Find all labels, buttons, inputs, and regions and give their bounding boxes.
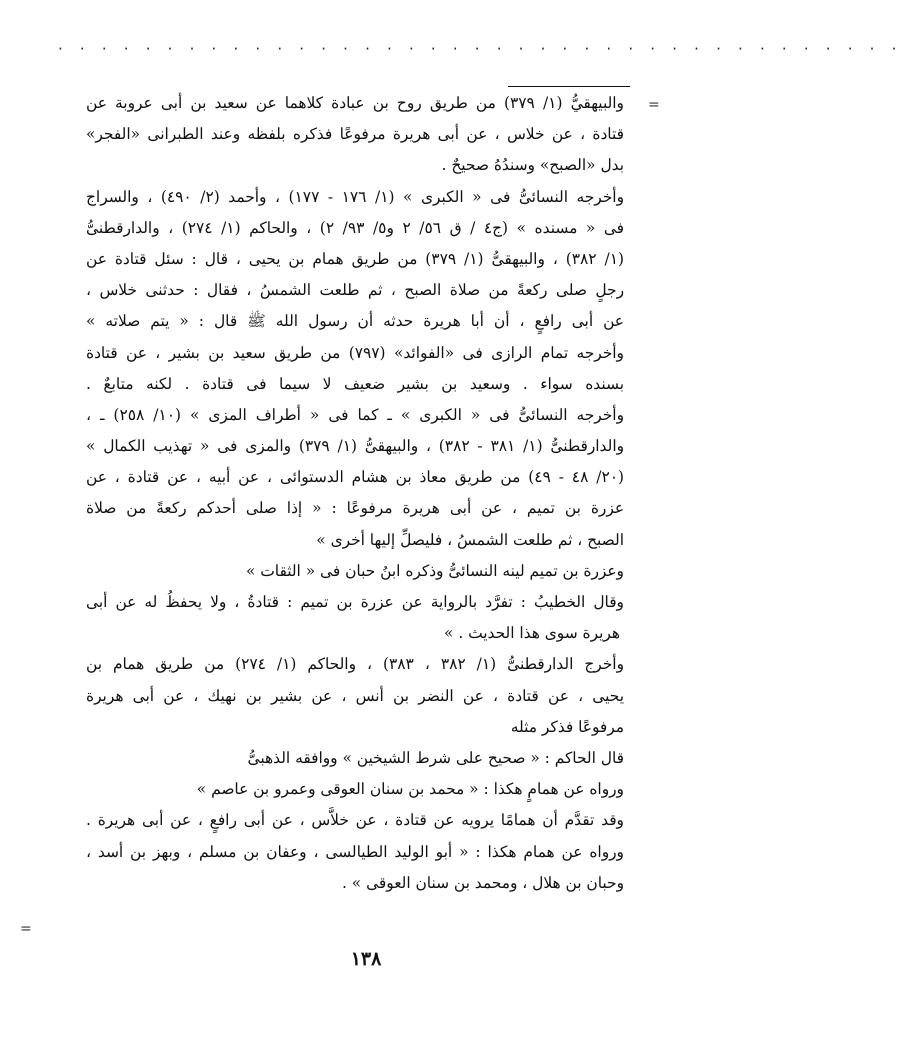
text-line: وقد تقدَّم أن همامًا يرويه عن قتادة ، عن خلاَّس ، عن أبى رافعٍ ، عن أبى هريرة . bbox=[86, 811, 624, 830]
text-line: وحبان بن هلال ، ومحمد بن سنان العوقى » . bbox=[341, 873, 624, 892]
text-line: وأخرجه النسائىُّ فى « الكبرى » (١/ ١٧٦ - ١٧٧) ، وأحمد (٢/ ٤٩٠) ، والسراج bbox=[86, 187, 625, 206]
text-line: عن أبى رافعٍ ، أن أبا هريرة حدثه أن رسول الله ﷺ قال : « يتم صلاته » bbox=[86, 312, 624, 331]
text-line: وعزرة بن تميم لينه النسائىُّ وذكره ابنُ حبان فى « الثقات » bbox=[245, 561, 624, 580]
text-line: قال الحاكم : « صحيح على شرط الشيخين » ووافقه الذهبىُّ bbox=[247, 748, 624, 767]
text-line: (١/ ٣٨٢) ، والبيهقىُّ (١/ ٣٧٩) من طريق همام بن يحيى ، قال : سئل قتادة عن bbox=[86, 249, 625, 268]
text-line: هريرة سوى هذا الحديث . » bbox=[444, 624, 620, 643]
text-line: والدارقطنىُّ (١/ ٣٨١ - ٣٨٢) ، والبيهقىُّ (١/ ٣٧٩) والمزى فى « تهذيب الكمال » bbox=[86, 437, 625, 456]
text-line: وأخرج الدارقطنىُّ (١/ ٣٨٢ ، ٣٨٣) ، والحاكم (١/ ٢٧٤) من طريق همام بن bbox=[86, 655, 625, 674]
text-line: بسنده سواء . وسعيد بن بشير ضعيف لا سيما فى قتادة . لكنه متابعٌ . bbox=[86, 374, 624, 393]
text-line: ورواه عن همام هكذا : « أبو الوليد الطيالسى ، وعفان بن مسلم ، وبهز بن أسد ، bbox=[86, 842, 624, 861]
text-line: وقال الخطيبُ : تفرَّد بالرواية عن عزرة بن تميم : قتادةُ ، ولا يحفظُ له عن أبى bbox=[86, 593, 624, 611]
text-line: رجلٍ صلى ركعةً من صلاة الصبح ، ثم طلعت الشمسُ ، فقال : حدثنى خلاس ، bbox=[86, 281, 624, 300]
page-number: ١٣٨ bbox=[350, 948, 382, 970]
text-line: وأخرجه النسائىُّ فى « الكبرى » ـ كما فى « أطراف المزى » (١٠/ ٢٥٨) ـ ، bbox=[86, 405, 625, 424]
text-line: بدل «الصبح» وسندُهُ صحيحٌ . bbox=[441, 156, 624, 175]
footnote-text-block bbox=[86, 88, 624, 899]
text-line: يحيى ، عن قتادة ، عن النضر بن أنس ، عن بشير بن نهيك ، عن أبى هريرة bbox=[86, 686, 624, 705]
text-line: الصبح ، ثم طلعت الشمسُ ، فليصلِّ إليها أخرى » bbox=[316, 530, 624, 549]
text-line: ورواه عن همامٍ هكذا : « محمد بن سنان العوقى وعمرو بن عاصم » bbox=[196, 780, 624, 799]
text-line: مرفوعًا فذكر مثله bbox=[510, 717, 624, 736]
header-dot-rule: · · · · · · · · · · · · · · · · · · · · · · · · · · · · · · · · · · · · · · · bbox=[58, 40, 903, 58]
text-line: فى « مسنده » (ج٤ / ق ٥٦/ ٢ و٥/ ٩٣/ ٢) ، والحاكم (١/ ٢٧٤) ، والدارقطنىُّ bbox=[86, 218, 625, 237]
text-line: (٢٠/ ٤٨ - ٤٩) من طريق معاذ بن هشام الدستوائى ، عن أبيه ، عن قتادة ، عن bbox=[86, 468, 624, 487]
footnote-separator-line bbox=[508, 86, 630, 87]
margin-mark-top: = bbox=[648, 97, 660, 113]
text-line: والبيهقيُّ (١/ ٣٧٩) من طريق روح بن عبادة كلاهما عن سعيد بن أبى عروبة عن bbox=[86, 94, 624, 112]
margin-mark-bottom: = bbox=[20, 921, 32, 937]
text-line: عزرة بن تميم ، عن أبى هريرة مرفوعًا : « إذا صلى أحدكم ركعةً من صلاة bbox=[86, 499, 624, 518]
text-line: قتادة ، عن خلاس ، عن أبى هريرة مرفوعًا فذكره بلفظه وعند الطبرانى «الفجر» bbox=[86, 125, 624, 144]
text-line: وأخرجه تمام الرازى فى «الفوائد» (٧٩٧) من طريق سعيد بن بشير ، عن قتادة bbox=[86, 343, 624, 362]
